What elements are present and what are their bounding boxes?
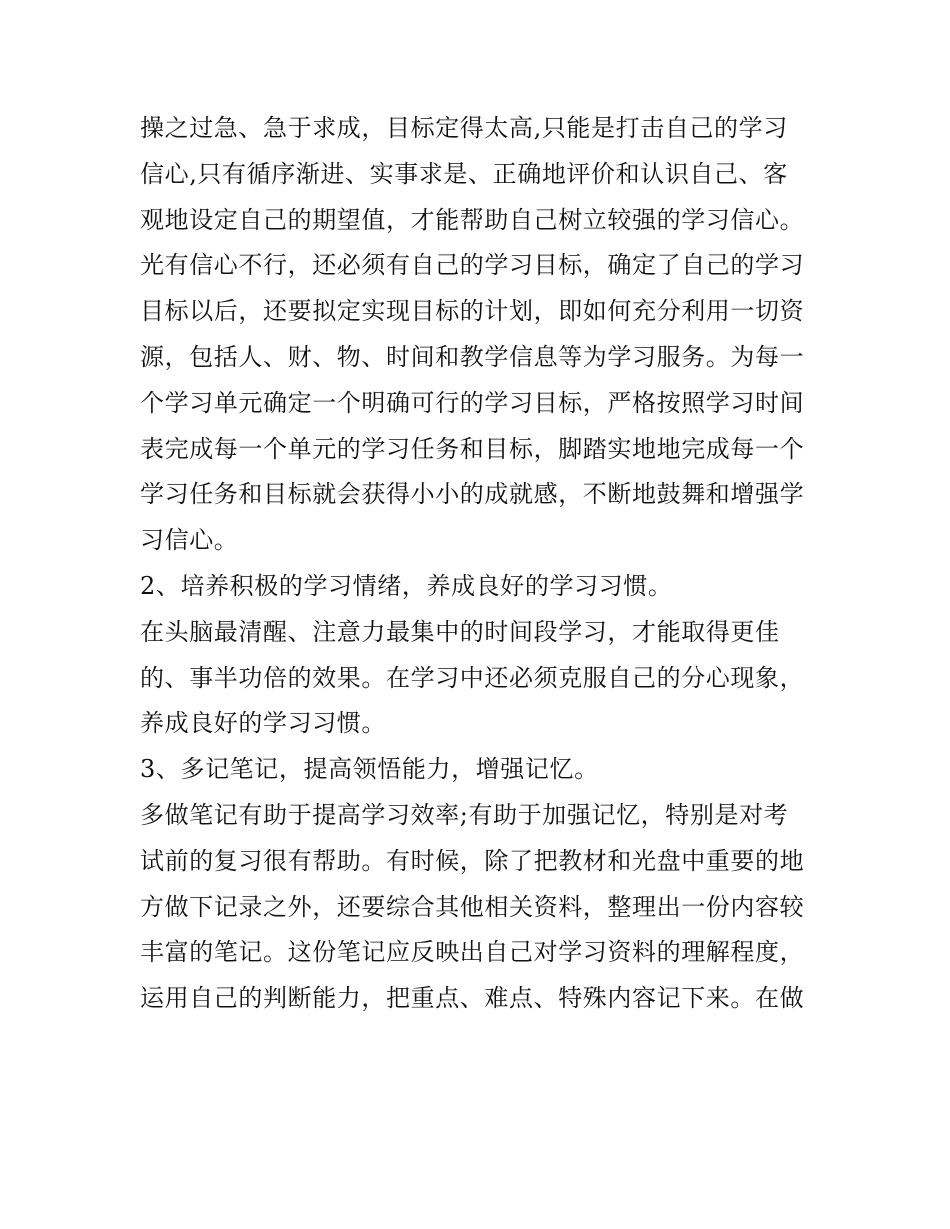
- text-line: 试前的复习很有帮助。有时候，除了把教材和光盘中重要的地: [140, 846, 805, 875]
- section-heading-3: 3、多记笔记，提高领悟能力，增强记忆。: [140, 755, 599, 784]
- text-line: 多做笔记有助于提高学习效率;有助于加强记忆，特别是对考: [140, 800, 789, 829]
- text-line: 学习任务和目标就会获得小小的成就感，不断地鼓舞和增强学: [140, 480, 805, 509]
- text-line: 观地设定自己的期望值，才能帮助自己树立较强的学习信心。: [140, 205, 805, 234]
- text-line: 的、事半功倍的效果。在学习中还必须克服自己的分心现象，: [140, 663, 805, 692]
- text-line: 习信心。: [140, 526, 239, 555]
- text-line: 丰富的笔记。这份笔记应反映出自己对学习资料的理解程度，: [140, 938, 805, 967]
- section-heading-2: 2、培养积极的学习情绪，养成良好的学习习惯。: [140, 571, 673, 600]
- text-line: 操之过急、急于求成，目标定得太高,只能是打击自己的学习: [140, 114, 788, 142]
- text-line: 养成良好的学习习惯。: [140, 709, 386, 738]
- text-line: 个学习单元确定一个明确可行的学习目标，严格按照学习时间: [140, 388, 805, 417]
- text-line: 光有信心不行，还必须有自己的学习目标，确定了自己的学习: [140, 251, 805, 280]
- text-line: 在头脑最清醒、注意力最集中的时间段学习，才能取得更佳: [140, 617, 780, 646]
- text-line: 源，包括人、财、物、时间和教学信息等为学习服务。为每一: [140, 342, 805, 371]
- text-line: 运用自己的判断能力，把重点、难点、特殊内容记下来。在做: [140, 984, 805, 1013]
- text-line: 信心,只有循序渐进、实事求是、正确地评价和认识自己、客: [140, 159, 788, 188]
- text-line: 目标以后，还要拟定实现目标的计划，即如何充分利用一切资: [140, 297, 805, 326]
- text-line: 方做下记录之外，还要综合其他相关资料，整理出一份内容较: [140, 892, 805, 921]
- body-text: [140, 106, 820, 1022]
- text-line: 表完成每一个单元的学习任务和目标，脚踏实地地完成每一个: [140, 434, 805, 463]
